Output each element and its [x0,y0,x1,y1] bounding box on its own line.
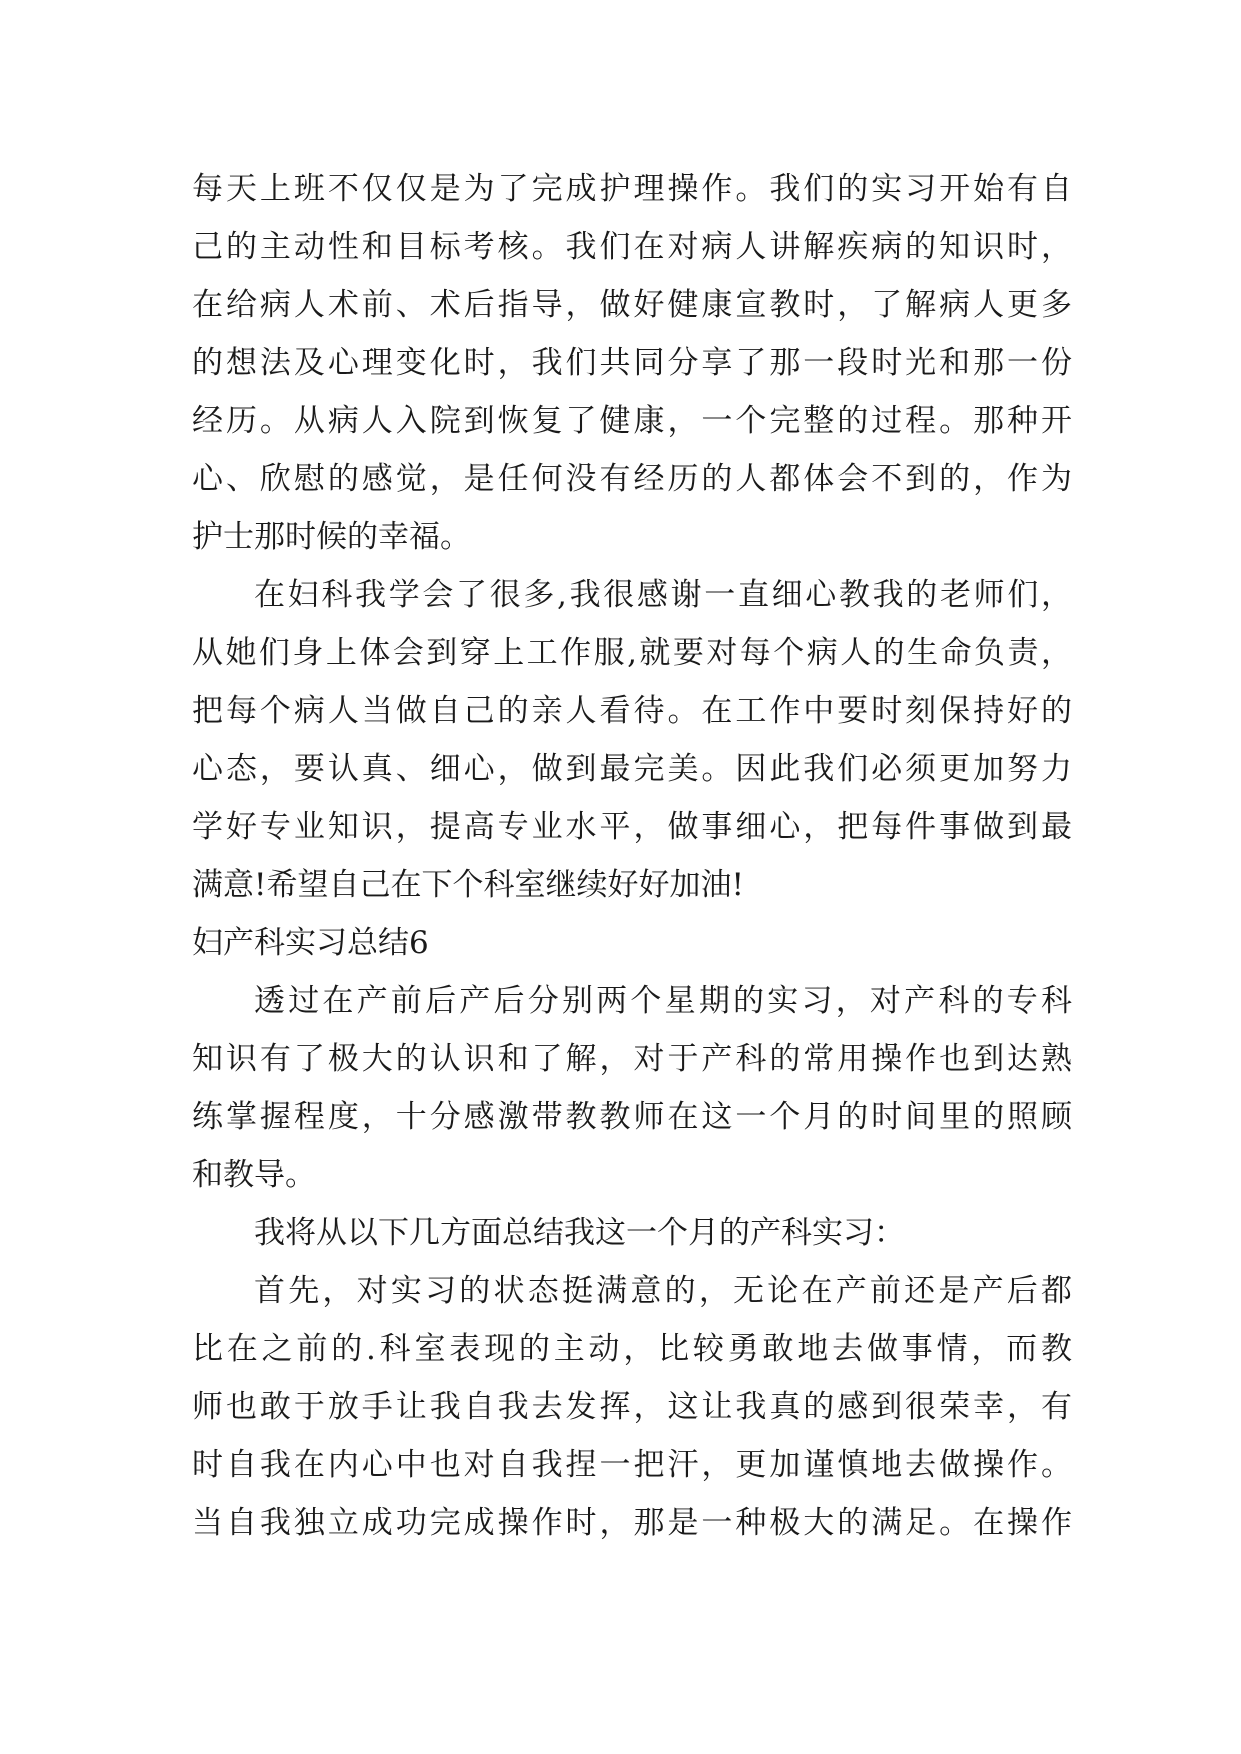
text-line: 当自我独立成功完成操作时，那是一种极大的满足。在操作 [192,1505,1072,1541]
text-line: 护士那时候的幸福。 [192,519,471,555]
text-line: 把每个病人当做自己的亲人看待。在工作中要时刻保持好的 [192,693,1072,729]
text-line: 比在之前的.科室表现的主动，比较勇敢地去做事情，而教 [192,1331,1072,1367]
text-line: 经历。从病人入院到恢复了健康，一个完整的过程。那种开 [192,403,1072,439]
section-heading: 妇产科实习总结6 [192,925,429,961]
text-line: 透过在产前后产后分别两个星期的实习，对产科的专科 [254,983,1072,1019]
text-line: 心态，要认真、细心，做到最完美。因此我们必须更加努力 [192,751,1072,787]
text-line: 我将从以下几方面总结我这一个月的产科实习： [254,1215,905,1251]
text-line: 在给病人术前、术后指导，做好健康宣教时，了解病人更多 [192,287,1072,323]
text-line: 满意!希望自己在下个科室继续好好加油! [192,867,744,903]
document-body [192,160,1072,1552]
text-line: 心、欣慰的感觉，是任何没有经历的人都体会不到的，作为 [192,461,1072,497]
text-line: 的想法及心理变化时，我们共同分享了那一段时光和那一份 [192,345,1072,381]
text-line: 知识有了极大的认识和了解，对于产科的常用操作也到达熟 [192,1041,1072,1077]
text-line: 师也敢于放手让我自我去发挥，这让我真的感到很荣幸，有 [192,1389,1072,1425]
text-line: 每天上班不仅仅是为了完成护理操作。我们的实习开始有自 [192,171,1072,207]
text-line: 从她们身上体会到穿上工作服,就要对每个病人的生命负责， [192,635,1072,671]
text-line: 在妇科我学会了很多,我很感谢一直细心教我的老师们， [254,577,1072,613]
text-line: 练掌握程度，十分感激带教教师在这一个月的时间里的照顾 [192,1099,1072,1135]
text-line: 和教导。 [192,1157,316,1193]
text-line: 时自我在内心中也对自我捏一把汗，更加谨慎地去做操作。 [192,1447,1072,1483]
text-line: 学好专业知识，提高专业水平，做事细心，把每件事做到最 [192,809,1072,845]
text-line: 首先，对实习的状态挺满意的，无论在产前还是产后都 [254,1273,1072,1309]
text-line: 己的主动性和目标考核。我们在对病人讲解疾病的知识时， [192,229,1072,265]
